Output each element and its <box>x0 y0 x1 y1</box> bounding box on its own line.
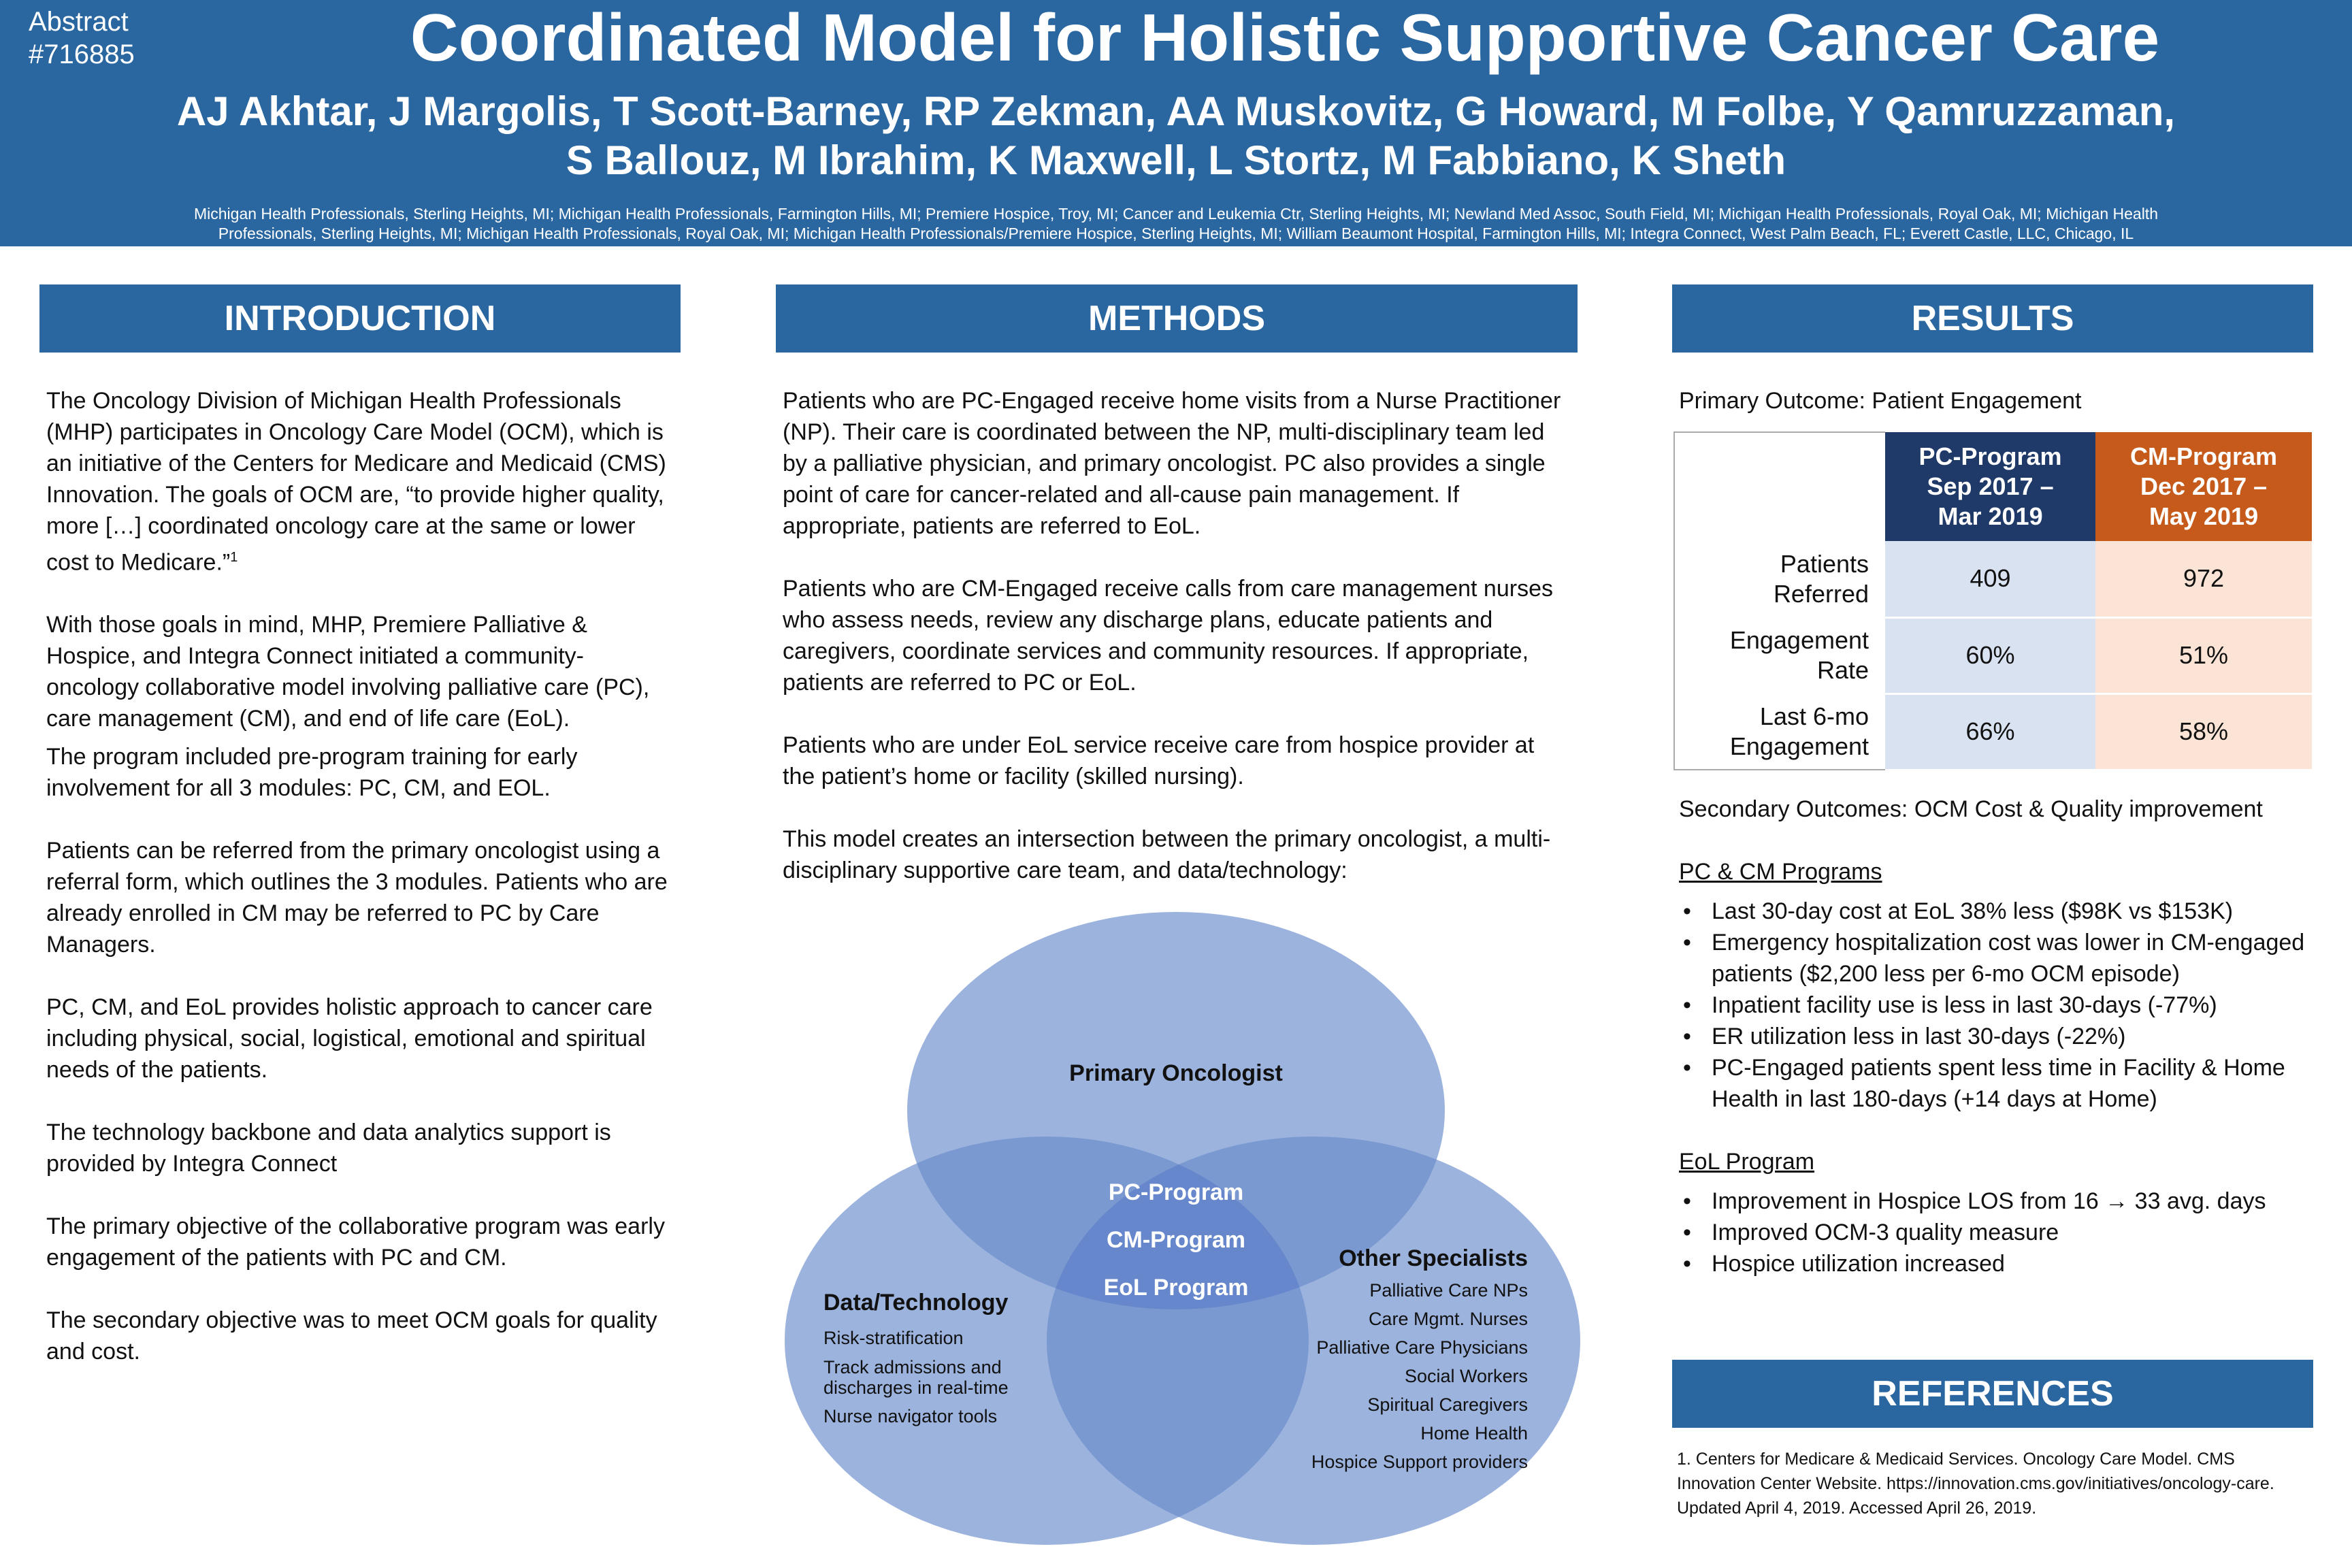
specialist-item: Spiritual Caregivers <box>1367 1394 1528 1415</box>
list-item: • Inpatient facility use is less in last 30-days (-77%) <box>1679 990 2319 1021</box>
center-label-eol: EoL Program <box>1103 1275 1249 1301</box>
table-row <box>1674 541 2312 617</box>
table-corner <box>1674 432 1885 541</box>
venn-diagram <box>749 912 1592 1552</box>
specialist-item: Home Health <box>1420 1423 1528 1443</box>
introduction-heading: INTRODUCTION <box>39 284 681 353</box>
intro-paragraph: The program included pre-program training for early involvement for all 3 modules: PC, CM, and EOL. <box>46 744 578 802</box>
intro-paragraph: PC, CM, and EoL provides holistic approach to cancer care including physical, social, logistical, emotional and spiritual needs of the patients. <box>46 994 653 1083</box>
references-heading: REFERENCES <box>1672 1360 2313 1428</box>
pc-cm-bullet-list <box>1679 896 2319 1115</box>
cm-program-header: CM-Program Dec 2017 – May 2019 <box>2095 432 2312 541</box>
eol-subheading: EoL Program <box>1679 1149 1815 1175</box>
list-item: • Hospice utilization increased <box>1679 1248 2319 1279</box>
intro-paragraph: The Oncology Division of Michigan Health Professionals (MHP) participates in Oncology Care Model (OCM), which is an initiative of the Centers for Medicare and Medicaid (CMS) Innovation. The goals of OCM are, “to provide higher quality, more […] coordinated oncology care at the same or lower cost to Medicare.”$^1$ <box>46 388 666 576</box>
methods-paragraph: Patients who are under EoL service receive care from hospice provider at the patient’s home or facility (skilled nursing). <box>783 732 1535 789</box>
primary-outcome-label: Primary Outcome: Patient Engagement <box>1679 388 2082 414</box>
affiliations-line-2: Professionals, Sterling Heights, MI; Michigan Health Professionals, Royal Oak, MI; Michigan Health Professionals/Premiere Hospice, Sterling Heights, MI; William Beaumont Hospital, Farmington Hills, MI; Integra Connect, West Palm Beach, FL; Everett Castle, LLC, Chicago, IL <box>218 225 2134 242</box>
list-item: • PC-Engaged patients spent less time in Facility & Home Health in last 180-days (+14 days at Home) <box>1679 1052 2319 1115</box>
pc-value: 66% <box>1885 693 2095 770</box>
list-item: • Emergency hospitalization cost was lower in CM-engaged patients ($2,200 less per 6-mo OCM episode) <box>1679 927 2319 990</box>
data-tech-item: Risk-stratification <box>823 1328 964 1348</box>
abstract-number: #716885 <box>29 39 135 69</box>
pc-program-header: PC-Program Sep 2017 – Mar 2019 <box>1885 432 2095 541</box>
authors-line-2: S Ballouz, M Ibrahim, K Maxwell, L Stortz, M Fabbiano, K Sheth <box>566 137 1786 183</box>
poster-title: Coordinated Model for Holistic Supportive Cancer Care <box>410 0 2160 75</box>
intro-paragraph: Patients can be referred from the primary oncologist using a referral form, which outlines the 3 modules. Patients who are already enrolled in CM may be referred to PC by Care Managers. <box>46 838 668 958</box>
list-item: • Improved OCM-3 quality measure <box>1679 1217 2319 1248</box>
results-heading: RESULTS <box>1672 284 2313 353</box>
intro-paragraph: With those goals in mind, MHP, Premiere Palliative & Hospice, and Integra Connect initiated a community-oncology collaborative model involving palliative care (PC), care management (CM), and end of life care (EoL). <box>46 612 650 732</box>
secondary-outcome-label: Secondary Outcomes: OCM Cost & Quality improvement <box>1679 796 2263 822</box>
methods-paragraph: This model creates an intersection between the primary oncologist, a multi-disciplinary supportive care team, and data/technology: <box>783 826 1551 883</box>
primary-oncologist-label: Primary Oncologist <box>1069 1060 1283 1086</box>
engagement-table <box>1673 431 2312 771</box>
specialist-item: Social Workers <box>1404 1366 1528 1386</box>
intro-paragraph: The technology backbone and data analytics support is provided by Integra Connect <box>46 1120 611 1177</box>
footnote-marker: 1 <box>230 550 238 565</box>
abstract-label: Abstract <box>29 7 129 37</box>
affiliations <box>27 204 2325 244</box>
data-tech-item: Track admissions and <box>823 1357 1002 1377</box>
methods-body <box>783 385 1572 917</box>
other-specialists-label: Other Specialists <box>1339 1245 1528 1271</box>
methods-heading: METHODS <box>776 284 1578 353</box>
specialist-item: Palliative Care Physicians <box>1316 1337 1528 1358</box>
table-row <box>1674 693 2312 770</box>
data-tech-item: Nurse navigator tools <box>823 1406 998 1426</box>
list-item: • Improvement in Hospice LOS from 16 → 33 avg. days <box>1679 1186 2319 1217</box>
intro-paragraph: The primary objective of the collaborative program was early engagement of the patients with PC and CM. <box>46 1213 665 1271</box>
cm-value: 58% <box>2095 693 2312 770</box>
center-label-pc: PC-Program <box>1108 1179 1244 1205</box>
results-details <box>1679 794 2319 1279</box>
list-item: • ER utilization less in last 30-days (-22%) <box>1679 1021 2319 1052</box>
poster-header <box>0 0 2352 246</box>
introduction-body <box>46 385 672 1399</box>
methods-paragraph: Patients who are PC-Engaged receive home visits from a Nurse Practitioner (NP). Their care is coordinated between the NP, multi-disciplinary team led by a palliative physician, and primary oncologist. PC also provides a single point of care for cancer-related and all-cause pain management. If appropriate, patients are referred to EoL. <box>783 388 1561 539</box>
methods-paragraph: Patients who are CM-Engaged receive calls from care management nurses who assess needs, review any discharge plans, educate patients and caregivers, coordinate services and community resources. If appropriate, patients are referred to PC or EoL. <box>783 576 1553 696</box>
cm-value: 51% <box>2095 617 2312 693</box>
author-list <box>20 87 2332 185</box>
row-label: Patients Referred <box>1674 541 1885 617</box>
authors-line-1: AJ Akhtar, J Margolis, T Scott-Barney, RP Zekman, AA Muskovitz, G Howard, M Folbe, Y Qamruzzaman, <box>176 88 2176 134</box>
affiliations-line-1: Michigan Health Professionals, Sterling Heights, MI; Michigan Health Professionals, Farmington Hills, MI; Premiere Hospice, Troy, MI; Cancer and Leukemia Ctr, Sterling Heights, MI; Newland Med Assoc, South Field, MI; Michigan Health Professionals, Royal Oak, MI; Michigan Health <box>194 205 2158 223</box>
table-row <box>1674 617 2312 693</box>
row-label: Last 6-mo Engagement <box>1674 693 1885 770</box>
specialist-item: Palliative Care NPs <box>1369 1280 1528 1301</box>
reference-item: 1. Centers for Medicare & Medicaid Services. Oncology Care Model. CMS Innovation Center Website. https://innovation.cms.gov/initiatives/oncology-care. Updated April 4, 2019. Accessed April 26, 2019. <box>1677 1450 2274 1518</box>
data-tech-item: discharges in real-time <box>823 1377 1009 1398</box>
specialist-item: Care Mgmt. Nurses <box>1368 1309 1528 1329</box>
pc-cm-subheading: PC & CM Programs <box>1679 859 1882 885</box>
pc-value: 409 <box>1885 541 2095 617</box>
data-technology-label: Data/Technology <box>823 1290 1009 1316</box>
list-item: • Last 30-day cost at EoL 38% less ($98K vs $153K) <box>1679 896 2319 927</box>
pc-value: 60% <box>1885 617 2095 693</box>
row-label: Engagement Rate <box>1674 617 1885 693</box>
eol-bullet-list <box>1679 1186 2319 1279</box>
references-list <box>1677 1447 2303 1520</box>
center-label-cm: CM-Program <box>1106 1227 1246 1253</box>
intro-paragraph: The secondary objective was to meet OCM goals for quality and cost. <box>46 1307 657 1365</box>
cm-value: 972 <box>2095 541 2312 617</box>
specialist-item: Hospice Support providers <box>1311 1452 1528 1472</box>
abstract-tag <box>29 5 135 71</box>
